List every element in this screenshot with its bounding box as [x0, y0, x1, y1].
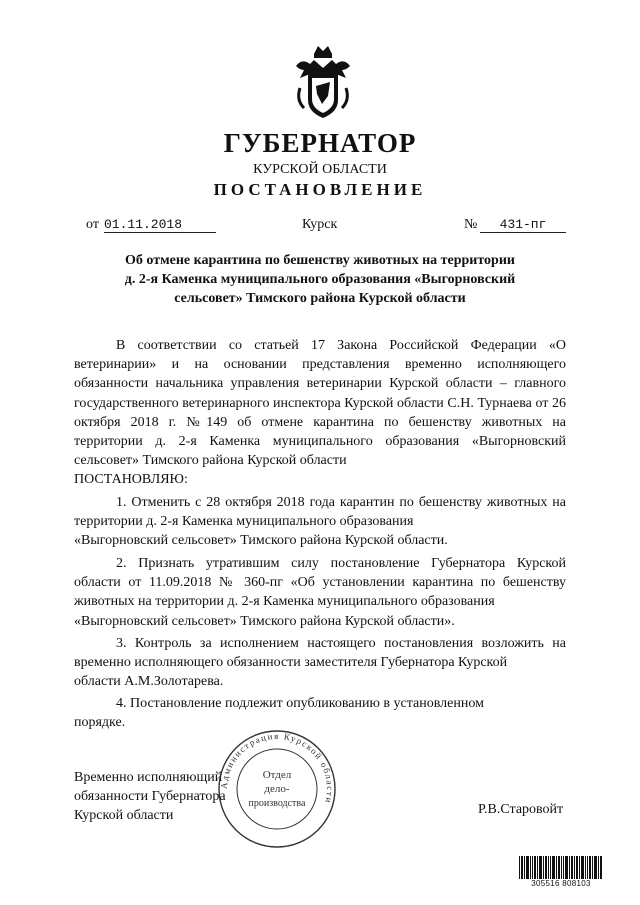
- document-number: 431-пг: [480, 218, 566, 233]
- title-line: Об отмене карантина по бешенству животных на территории: [125, 253, 515, 268]
- signatory-name: Р.В.Старовойт: [478, 802, 564, 817]
- item-text: 2. Признать утратившим силу постановление Губернатора Курской области от 11.09.2018 № 360-пг «Об установлении карантина по бешенству животных на территории д. 2-я Каменка муниципального образования: [74, 556, 566, 610]
- stamp-line: производства: [248, 798, 306, 809]
- stamp-line: Отдел: [262, 769, 292, 781]
- decree-word: ПОСТАНОВЛЯЮ:: [74, 472, 188, 488]
- item-text-last: «Выгорновский сельсовет» Тимского района Курской области.: [74, 533, 448, 549]
- signatory-line: Временно исполняющий: [74, 770, 223, 785]
- decree-item-1: [74, 493, 566, 551]
- title-line: сельсовет» Тимского района Курской области: [174, 291, 466, 306]
- document-type: ПОСТАНОВЛЕНИЕ: [213, 180, 427, 199]
- item-text: 1. Отменить с 28 октября 2018 года карантин по бешенству животных на территории д. 2-я Каменка муниципального образования: [74, 495, 566, 530]
- decree-item-2: [74, 554, 566, 631]
- coat-of-arms-emblem: [292, 44, 354, 122]
- stamp-line: дело-: [264, 783, 290, 795]
- decree-item-4: [74, 694, 566, 732]
- item-text-last: порядке.: [74, 715, 126, 731]
- item-text-last: «Выгорновский сельсовет» Тимского района Курской области».: [74, 613, 455, 629]
- barcode-number: 305516 808103: [518, 879, 604, 889]
- issue-city: Курск: [302, 217, 338, 232]
- item-text: 4. Постановление подлежит опубликованию в установленном: [116, 696, 484, 711]
- governor-title: ГУБЕРНАТОР: [223, 128, 417, 158]
- office-stamp: [216, 728, 338, 850]
- intro-paragraph: [74, 336, 566, 490]
- item-text-last: области А.М.Золотарева.: [74, 674, 224, 690]
- intro-text: В соответствии со статьей 17 Закона Российской Федерации «О ветеринарии» и на основании представления временно исполняющего обязанности начальника управления ветеринарии Курской области – главного государственного ветеринарного инспектора Курской области С.Н. Турнаева от 26 октября 2018 г. №149 об отмене карантина по бешенству животных на территории д. 2-я Каменка муниципального образования «Выгорновский сельсовет» Тимского района Курской области: [74, 338, 566, 469]
- document-title: [104, 251, 536, 308]
- signatory-line: Курской области: [74, 808, 174, 823]
- number-label: №: [464, 217, 478, 232]
- stamp-ring-text: Администрация Курской области: [218, 730, 336, 806]
- signatory-line: обязанности Губернатора: [74, 789, 226, 804]
- item-text: 3. Контроль за исполнением настоящего постановления возложить на временно исполняющего обязанности заместителя Губернатора Курской: [74, 636, 566, 671]
- document-date: 01.11.2018: [104, 218, 216, 233]
- decree-item-3: [74, 634, 566, 692]
- region-name: КУРСКОЙ ОБЛАСТИ: [253, 162, 387, 177]
- date-label: от: [86, 217, 99, 232]
- title-line: д. 2-я Каменка муниципального образования «Выгорновский: [124, 272, 516, 287]
